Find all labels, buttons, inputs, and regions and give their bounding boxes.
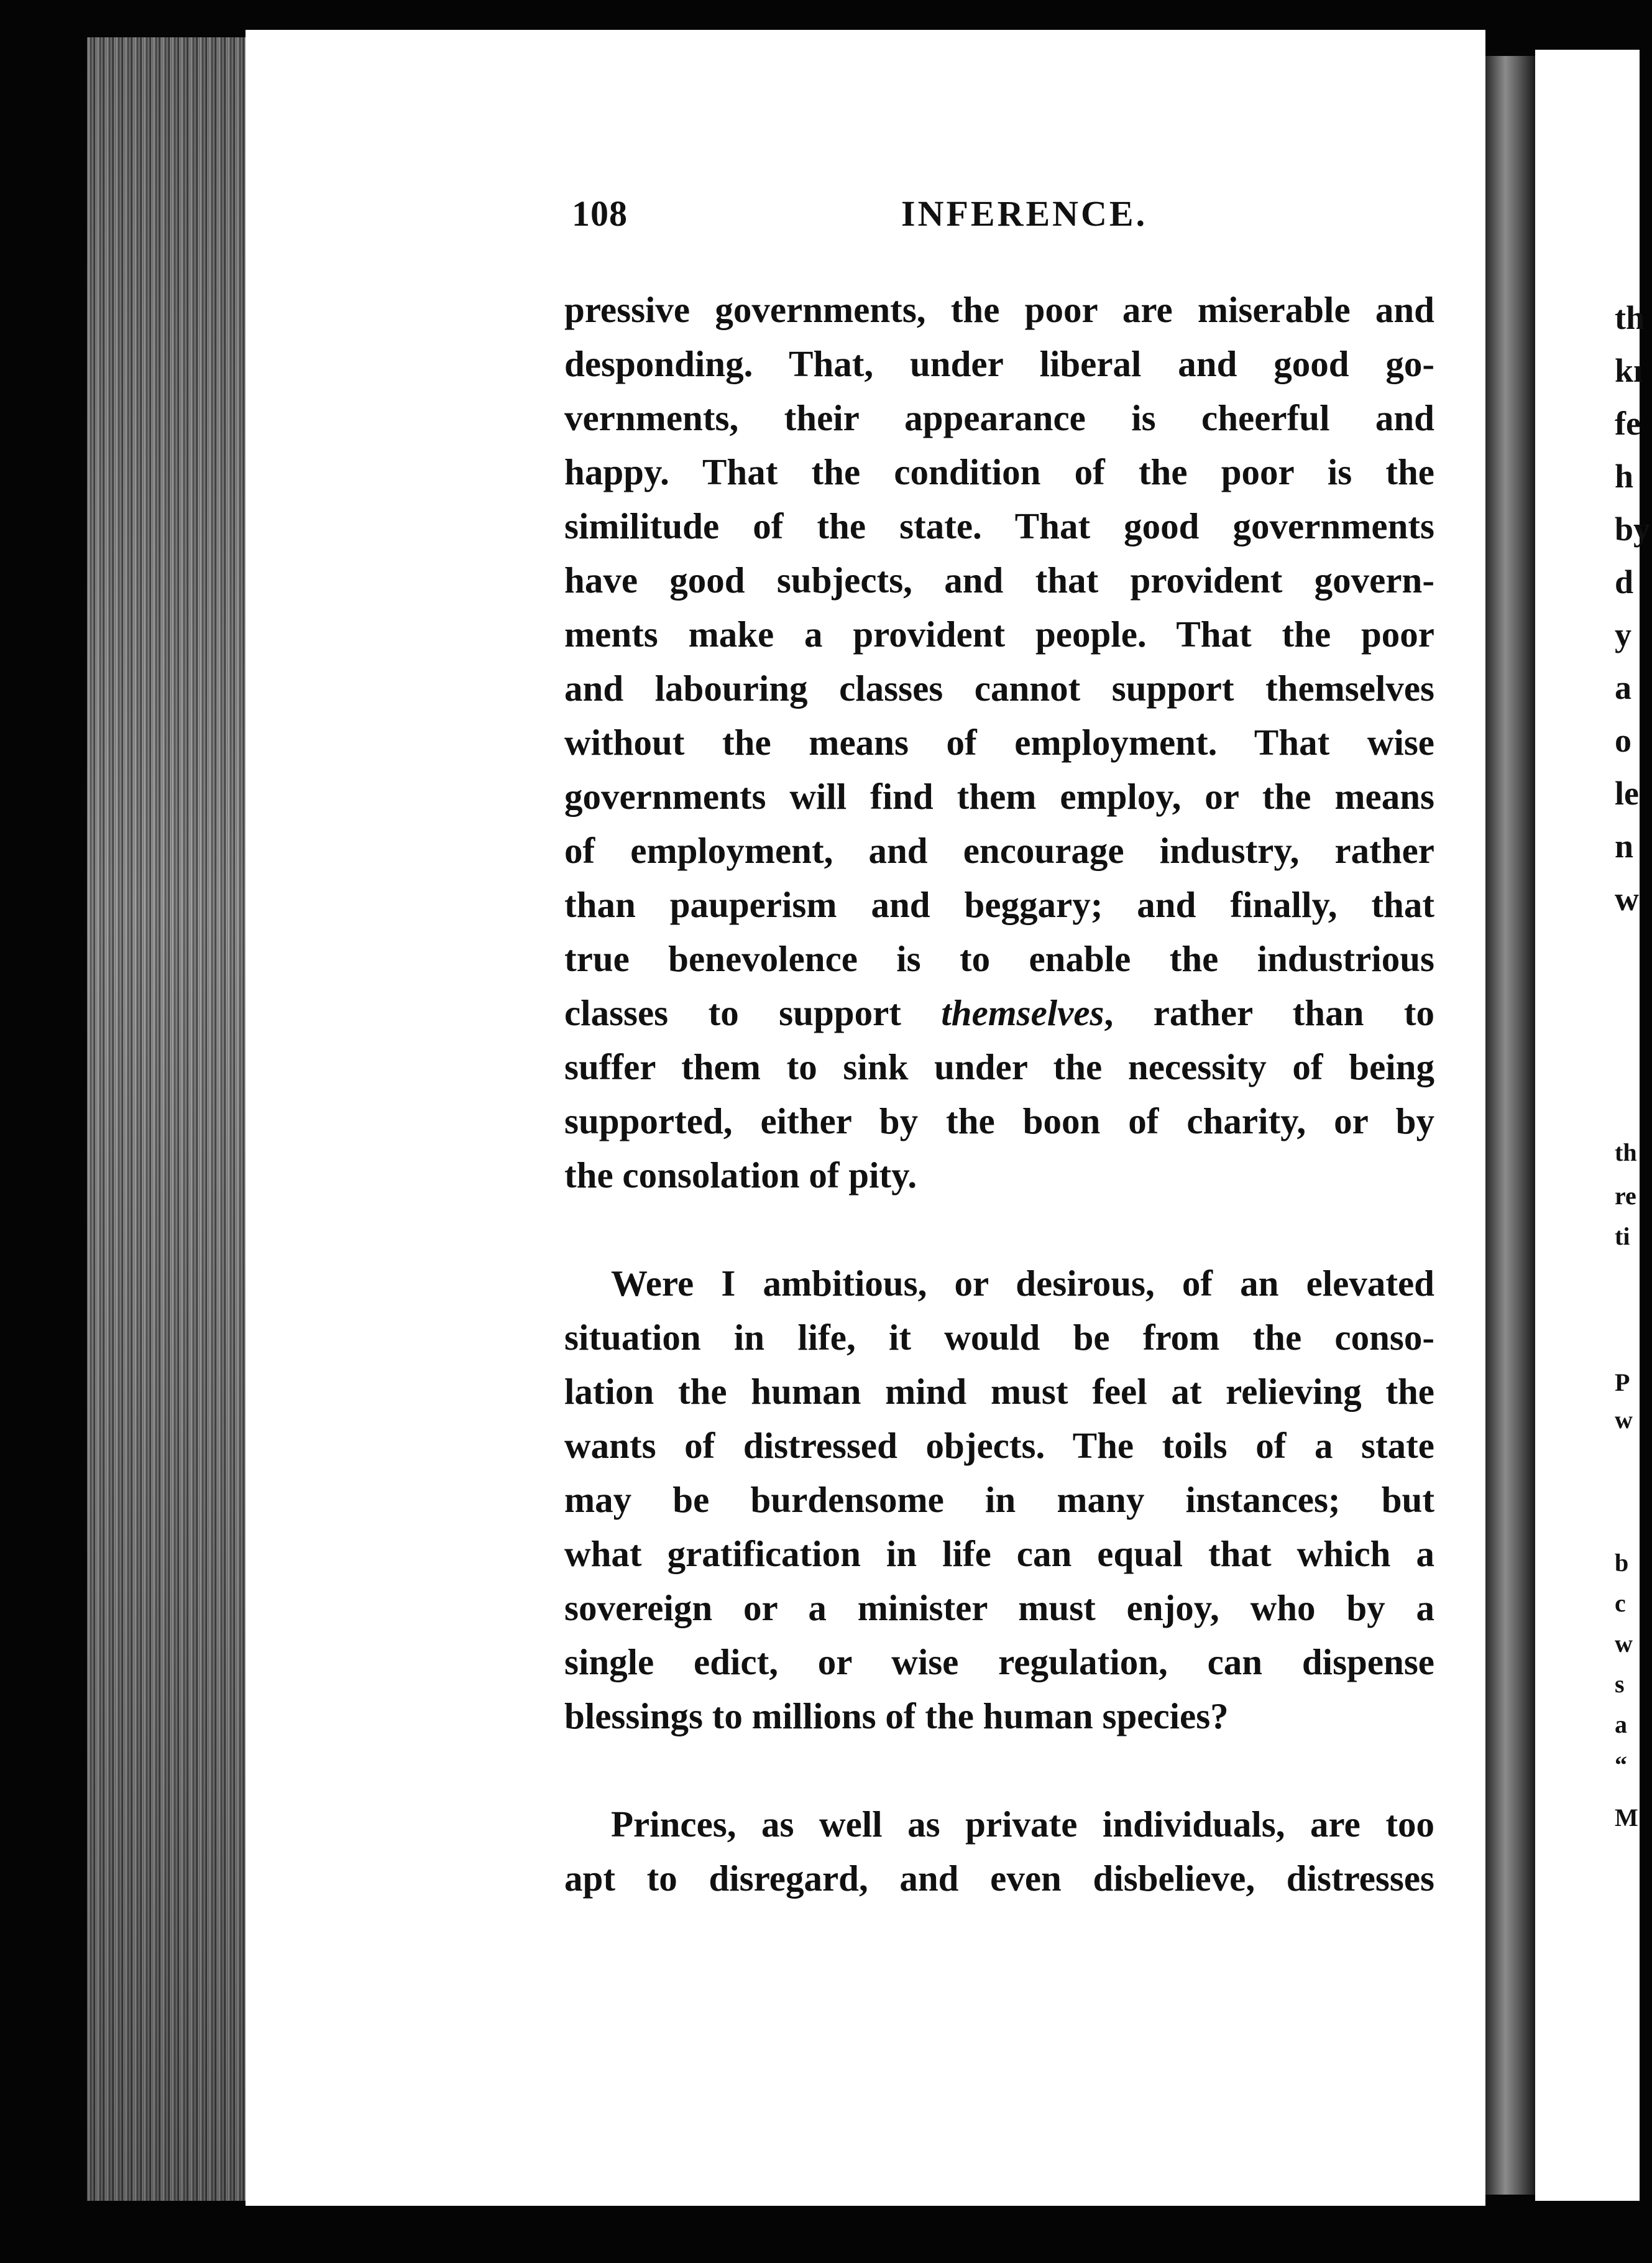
text-line: similitude of the state. That good governments [564,505,1434,546]
text-line: of employment, and encourage industry, rather [564,830,1434,871]
next-page-fragment: s [1615,1670,1625,1698]
next-page-fragment: w [1615,1406,1633,1434]
paragraph-2 [564,1256,1434,1743]
paragraph-1 [564,283,1434,1202]
text-line: and labouring classes cannot support themselves [564,668,1434,709]
next-page-fragment: P [1615,1368,1630,1396]
text-line: what gratification in life can equal that which a [564,1533,1434,1574]
text-line: vernments, their appearance is cheerful and [564,397,1434,438]
book-gutter [1485,56,1535,2195]
next-page-fragment: n [1615,827,1634,865]
text-line: sovereign or a minister must enjoy, who by a [564,1587,1434,1628]
text-line: pressive governments, the poor are miserable and [564,289,1434,330]
next-page-fragment: kı [1615,352,1643,389]
text-line: ments make a provident people. That the poor [564,614,1434,655]
next-page-fragment: h [1615,458,1634,495]
running-head: INFERENCE. [901,193,1148,234]
text-line: supported, either by the boon of charity, or by [564,1100,1434,1141]
next-page-fragment: a [1615,669,1631,706]
text-line: have good subjects, and that provident govern- [564,560,1434,601]
text-line: wants of distressed objects. The toils of a state [564,1425,1434,1466]
text-segment: , rather than to [1104,992,1434,1033]
text-line: suffer them to sink under the necessity of being [564,1046,1434,1087]
paragraph-3 [564,1797,1434,1906]
text-line: may be burdensome in many instances; but [564,1479,1434,1520]
paragraph-gap [564,1202,1434,1256]
next-page-fragment: o [1615,722,1631,759]
paragraph-gap [564,1743,1434,1797]
page-body [564,283,1434,1906]
text-line-with-italic [564,986,1434,1040]
next-page-fragment: w [1615,1629,1633,1657]
next-page-fragment: by [1615,510,1651,548]
next-page-fragment: M [1615,1804,1638,1832]
text-line: apt to disregard, and even disbelieve, distresses [564,1858,1434,1899]
italic-emphasis: themselves [941,992,1104,1033]
next-page-fragment: w [1615,880,1639,918]
next-page-fragment: b [1615,1549,1629,1577]
text-line: governments will find them employ, or the means [564,776,1434,817]
text-line: happy. That the condition of the poor is the [564,451,1434,492]
text-line: Were I ambitious, or desirous, of an elevated [611,1263,1434,1304]
text-line: Princes, as well as private individuals, are too [611,1804,1434,1845]
text-line: the consolation of pity. [564,1155,917,1196]
text-segment: classes to support [564,992,942,1033]
next-page-fragment: fe [1615,405,1641,442]
text-line: than pauperism and beggary; and finally, that [564,884,1434,925]
next-page-fragment: d [1615,563,1634,601]
text-line: blessings to millions of the human species? [564,1695,1229,1736]
next-page-fragment: le [1615,775,1639,812]
text-line: situation in life, it would be from the conso- [564,1317,1434,1358]
text-line: without the means of employment. That wise [564,722,1434,763]
next-page-fragment: re [1615,1182,1636,1210]
text-line: desponding. That, under liberal and good go- [564,343,1434,384]
next-page-fragment: ti [1615,1222,1630,1250]
next-page-fragment: c [1615,1589,1626,1617]
next-page-fragment: th [1615,299,1645,336]
next-page-fragment: “ [1615,1751,1627,1779]
page-header [572,193,1442,242]
text-line: true benevolence is to enable the industrious [564,938,1434,979]
text-line: single edict, or wise regulation, can dispense [564,1641,1434,1682]
page-number: 108 [572,193,628,234]
next-page-fragment: th [1615,1138,1637,1166]
next-page-fragment: y [1615,616,1631,653]
next-page-fragment: a [1615,1710,1627,1738]
page-edges-shade [87,37,255,2201]
text-line: lation the human mind must feel at relieving the [564,1371,1434,1412]
